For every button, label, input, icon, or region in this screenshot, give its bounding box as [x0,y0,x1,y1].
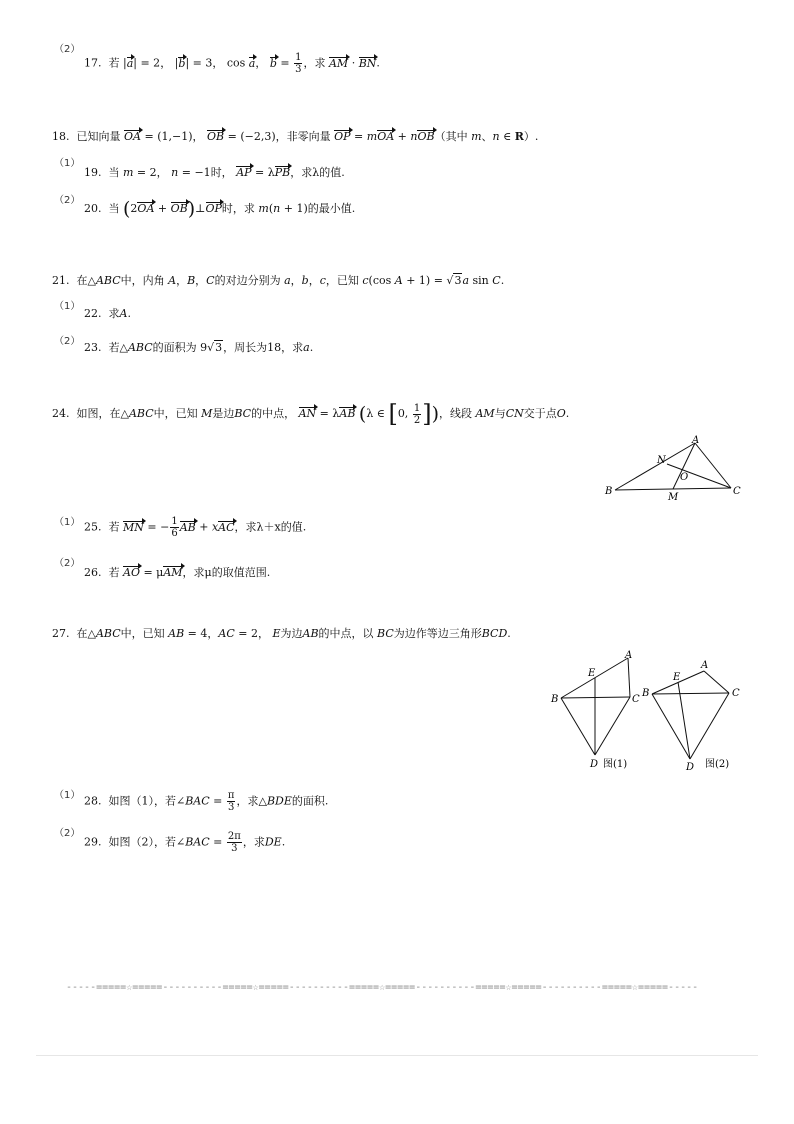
label-n: N [657,455,666,466]
label-c: C [732,688,740,699]
caption-fig1: 图(1) [603,759,628,770]
label-d: D [590,759,599,770]
problem-26: 26. 若 AO = μAM，求μ的取值范围. [84,566,271,579]
label-e: E [673,672,681,683]
sub-label: （2） [54,195,81,206]
sub-label: （2） [54,558,81,569]
label-e: E [588,668,596,679]
label-d: D [686,762,695,773]
label-c: C [733,486,741,497]
label-a: A [692,435,700,446]
label-b: B [605,486,613,497]
sub-label: （1） [54,790,81,801]
problem-28: 28. 如图（1），若∠BAC = $\frac{\pi}{3}$ ，求△BDE的面积. [84,790,329,813]
problem-20: 20. 当 (2OA + OB)⊥OP时，求 m(n + 1)的最小值. [84,198,356,220]
figure-equilateral-triangles [545,645,765,775]
problem-22: 22. 求A. [84,307,131,320]
label-o: O [680,472,689,483]
problem-18: 18. 已知向量 OA = (1,−1)， OB = (−2,3)，非零向量 OP = mOA + nOB（其中 m、n ∈ R）. [52,130,539,143]
problem-23: 23. 若△ABC的面积为 9√3，周长为18，求a. [84,341,314,354]
page-bottom-rule [36,1055,758,1056]
label-b: B [642,688,650,699]
sub-label: （2） [54,336,81,347]
figure-triangle-abc [600,432,760,504]
section-divider: -----=====☆=====----------=====☆=====----------=====☆=====----------=====☆=====----------=====☆=====----- [66,982,699,993]
sub-label: （1） [54,301,81,312]
problem-29: 29. 如图（2），若∠BAC = $\frac{2\pi}{3}$ ，求DE. [84,831,286,854]
label-a: A [701,660,709,671]
sub-label: （1） [54,158,81,169]
label-a: A [625,650,633,661]
problem-27: 27. 在△ABC中，已知 AB = 4，AC = 2， E为边AB的中点，以 BC为边作等边三角形BCD. [52,627,511,640]
problem-25: 25. 若 MN = − $\frac{1}{6}$ AB + xAC，求λ＋x的值. [84,516,307,539]
label-m: M [668,492,679,503]
problem-17: 17. 若 |a| = 2， |b| = 3， cos a， b = $\frac{1}{3}$ ，求 AM · BN. [84,52,380,75]
caption-fig2: 图(2) [705,759,730,770]
sub-label: （2） [54,828,81,839]
label-b: B [551,694,559,705]
sub-label: （2） [54,44,81,55]
problem-24: 24. 如图，在△ABC中，已知 M是边BC的中点， AN = λAB (λ ∈ [0, $\frac{1}{2}$ ])，线段 AM与CN交于点O. [52,400,570,428]
label-c: C [632,694,640,705]
sub-label: （1） [54,517,81,528]
problem-21: 21. 在△ABC中，内角 A，B，C的对边分别为 a，b，c，已知 c(cos A + 1) = √3a sin C. [52,274,505,287]
problem-19: 19. 当 m = 2， n = −1时， AP = λPB，求λ的值. [84,166,345,179]
